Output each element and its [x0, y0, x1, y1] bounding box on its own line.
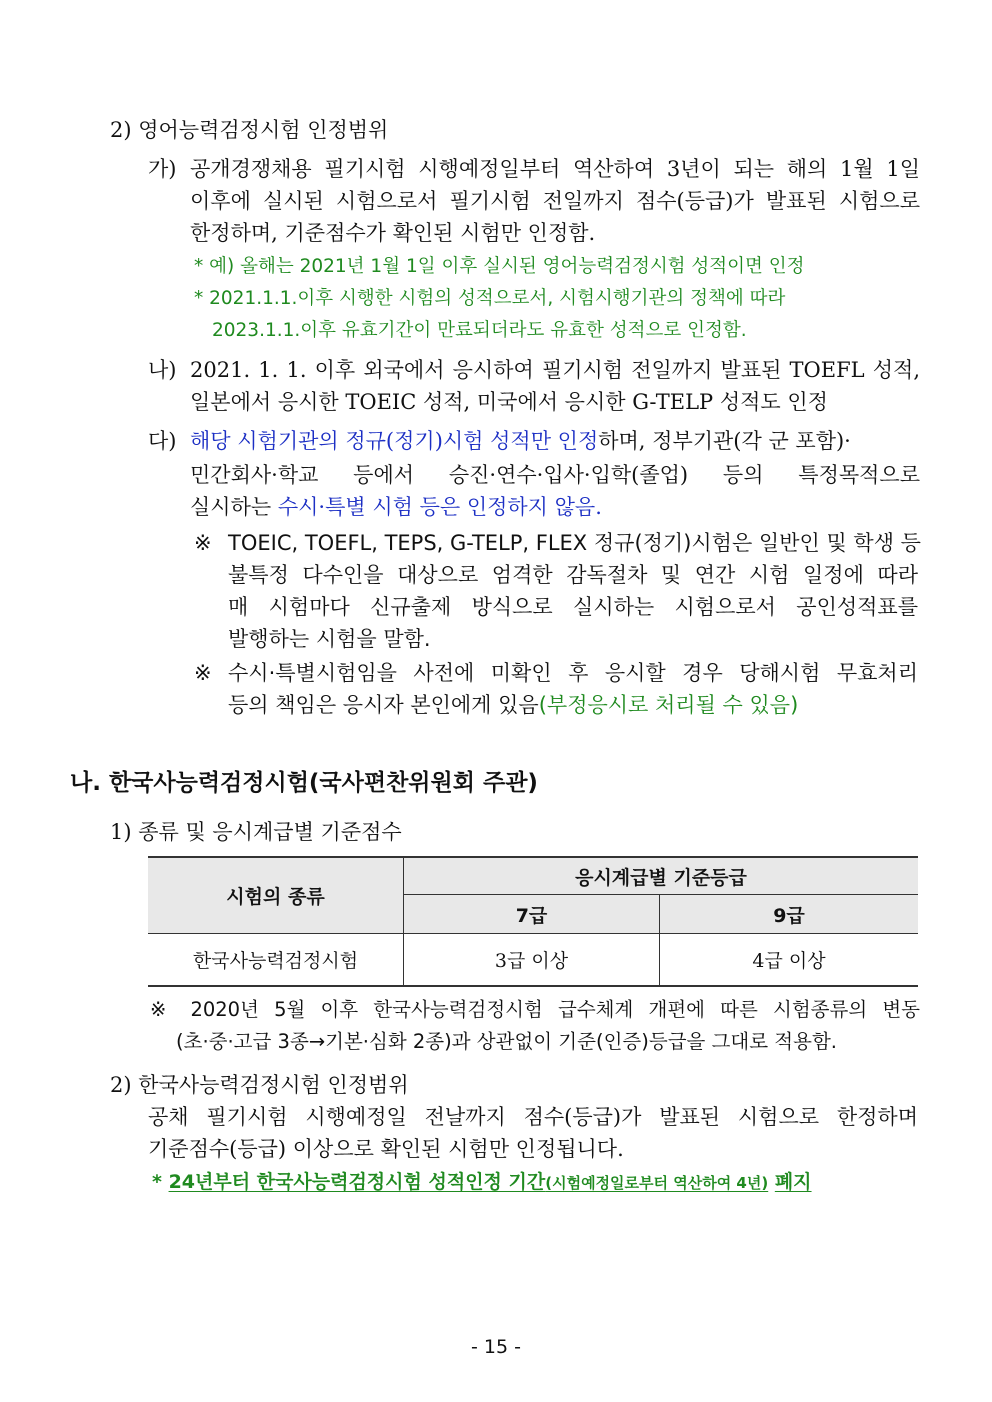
recognition-para-line2: 기준점수(등급) 이상으로 확인된 시험만 인정됩니다. — [148, 1137, 624, 1161]
reference-special-line2 — [228, 690, 798, 720]
subsection-recognition-scope: 2) 한국사능력검정시험 인정범위 — [110, 1073, 409, 1097]
table-header-grade9: 9급 — [660, 895, 918, 934]
item-na-label: 나) — [148, 358, 177, 382]
section-heading-korean-history: 나. 한국사능력검정시험(국사편찬위원회 주관) — [70, 770, 538, 796]
item-ga-line2: 이후에 실시된 시험으로서 필기시험 전일까지 점수(등급)가 발표된 시험으로 — [190, 189, 920, 213]
item-ga-line3: 한정하며, 기준점수가 확인된 시험만 인정함. — [190, 221, 596, 245]
subsection-grade-criteria: 1) 종류 및 응시계급별 기준점수 — [110, 820, 402, 844]
reference-regular-line4: 발행하는 시험을 말함. — [228, 627, 431, 651]
reference-mark: ※ — [194, 531, 212, 555]
item-ga-label: 가) — [148, 157, 177, 181]
reference-special-line1: 수시·특별시험임을 사전에 미확인 후 응시할 경우 당해시험 무효처리 — [228, 661, 918, 685]
item-na-line1: 2021. 1. 1. 이후 외국에서 응시하여 필기시험 전일까지 발표된 TOEFL 성적, — [190, 358, 920, 382]
item-ga-line1: 공개경쟁채용 필기시험 시행예정일부터 역산하여 3년이 되는 해의 1월 1일 — [190, 157, 920, 181]
item-da-line3 — [190, 492, 602, 522]
reference-regular-line2: 불특정 다수인을 대상으로 엄격한 감독절차 및 연간 시험 일정에 따라 — [228, 563, 918, 587]
item-da-line2: 민간회사·학교 등에서 승진·연수·입사·입학(졸업) 등의 특정목적으로 — [190, 463, 920, 487]
item-da-line1 — [190, 426, 851, 456]
abolition-notice — [152, 1167, 812, 1198]
abolition-star: * — [152, 1171, 162, 1193]
note-example: * 예) 올해는 2021년 1월 1일 이후 실시된 영어능력검정시험 성적이면 인정 — [194, 256, 805, 277]
table-remark-line1: ※ 2020년 5월 이후 한국사능력검정시험 급수체계 개편에 따른 시험종류의 변동 — [150, 998, 920, 1021]
reference-regular-line3: 매 시험마다 신규출제 방식으로 실시하는 시험으로서 공인성적표를 — [228, 595, 918, 619]
section-title-english-test: 2) 영어능력검정시험 인정범위 — [110, 118, 389, 142]
note-validity-line1: * 2021.1.1.이후 시행한 시험의 성적으로서, 시험시행기관의 정책에 따라 — [194, 288, 786, 309]
reference-special-warning: (부정응시로 처리될 수 있음) — [538, 693, 799, 717]
table-remark-line2: (초·중·고급 3종→기본·심화 2종)과 상관없이 기준(인증)등급을 그대로 적용함. — [176, 1030, 838, 1053]
item-da-official-only: 해당 시험기관의 정규(정기)시험 성적만 인정 — [190, 429, 599, 453]
item-da-line3-pre: 실시하는 — [190, 495, 278, 519]
item-na-line2: 일본에서 응시한 TOEIC 성적, 미국에서 응시한 G-TELP 성적도 인정 — [190, 390, 828, 414]
abolition-end: 폐지 — [774, 1171, 812, 1193]
table-header-grade7: 7급 — [404, 895, 660, 934]
table-cell-grade9: 4급 이상 — [660, 934, 918, 987]
recognition-para-line1: 공채 필기시험 시행예정일 전날까지 점수(등급)가 발표된 시험으로 한정하며 — [148, 1105, 918, 1129]
item-da-not-recognized: 수시·특별 시험 등은 인정하지 않음. — [277, 495, 602, 519]
page-number: - 15 - — [471, 1336, 521, 1358]
abolition-main: 24년부터 한국사능력검정시험 성적인정 기간 — [168, 1171, 546, 1193]
reference-regular-line1: TOEIC, TOEFL, TEPS, G-TELP, FLEX 정규(정기)시험은 일반인 및 학생 등 — [228, 531, 921, 555]
table-header-group: 응시계급별 기준등급 — [404, 856, 918, 895]
abolition-detail: (시험예정일로부터 역산하여 4년) — [545, 1174, 769, 1192]
criteria-table — [148, 856, 918, 987]
note-validity-line2: 2023.1.1.이후 유효기간이 만료되더라도 유효한 성적으로 인정함. — [212, 320, 747, 341]
reference-mark: ※ — [194, 661, 212, 685]
table-row-name: 한국사능력검정시험 — [148, 934, 404, 987]
table-header-type: 시험의 종류 — [148, 856, 404, 934]
item-da-line1-rest: 하며, 정부기관(각 군 포함)· — [598, 429, 851, 453]
table-cell-grade7: 3급 이상 — [404, 934, 660, 987]
reference-special-pre: 등의 책임은 응시자 본인에게 있음 — [228, 693, 539, 717]
item-da-label: 다) — [148, 429, 177, 453]
